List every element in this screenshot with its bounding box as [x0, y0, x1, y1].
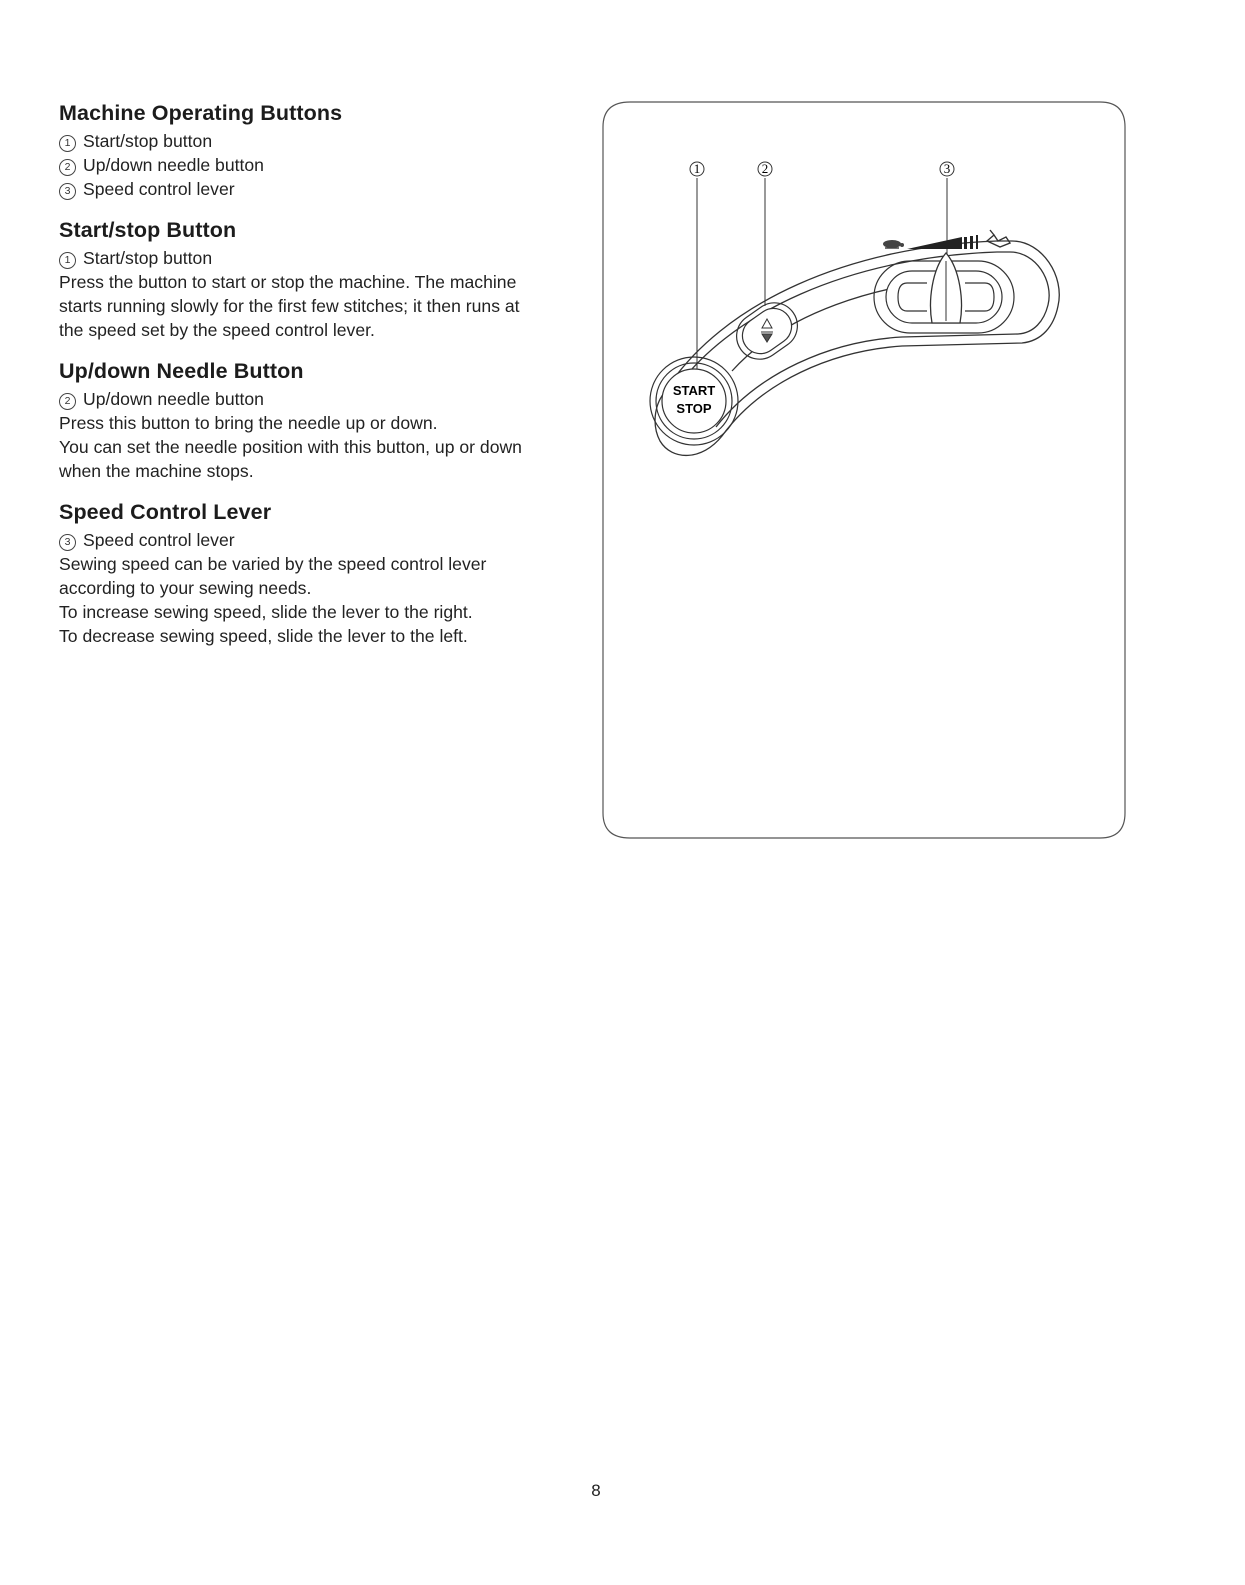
turtle-icon — [883, 240, 904, 248]
section-heading: Machine Operating Buttons — [59, 101, 343, 125]
list-item — [59, 246, 594, 270]
line-text: Up/down needle button — [83, 155, 264, 175]
body-text: You can set the needle position with this button, up or down — [59, 437, 522, 457]
illustration-svg — [602, 101, 1128, 839]
operating-buttons-illustration — [602, 101, 1128, 839]
circled-number: 2 — [59, 159, 76, 176]
body-text: Press the button to start or stop the machine. The machine — [59, 272, 517, 292]
page-number: 8 — [591, 1481, 601, 1500]
body-text: To decrease sewing speed, slide the lever to the left. — [59, 626, 468, 646]
section-start-stop-button — [59, 217, 594, 342]
rabbit-icon — [987, 230, 1010, 247]
body-text: Sewing speed can be varied by the speed control lever — [59, 554, 487, 574]
section-speed-control-lever — [59, 499, 594, 648]
line-text: Up/down needle button — [83, 389, 264, 409]
figure-frame — [603, 102, 1125, 838]
callout-2: 2 — [761, 161, 769, 176]
circled-number: 3 — [59, 534, 76, 551]
body-text: the speed set by the speed control lever. — [59, 320, 375, 340]
speed-wedge — [907, 237, 962, 249]
line-text: Start/stop button — [83, 248, 213, 268]
body-text: according to your sewing needs. — [59, 578, 312, 598]
list-item — [59, 177, 594, 201]
circled-number: 1 — [59, 252, 76, 269]
speed-control-lever — [874, 253, 1014, 333]
circled-number: 3 — [59, 183, 76, 200]
body-text: To increase sewing speed, slide the lever to the right. — [59, 602, 473, 622]
start-stop-button — [650, 357, 738, 445]
start-label: START — [672, 383, 716, 398]
instructions-text — [59, 100, 594, 648]
body-text: Press this button to bring the needle up or down. — [59, 413, 438, 433]
list-item — [59, 387, 594, 411]
stop-label: STOP — [676, 401, 712, 416]
list-item — [59, 528, 594, 552]
callout-labels — [690, 161, 954, 176]
section-heading: Speed Control Lever — [59, 500, 272, 524]
section-heading: Start/stop Button — [59, 218, 237, 242]
section-machine-operating-buttons — [59, 100, 594, 201]
body-text: when the machine stops. — [59, 461, 254, 481]
list-item — [59, 153, 594, 177]
line-text: Speed control lever — [83, 179, 235, 199]
circled-number: 2 — [59, 393, 76, 410]
callout-1: 1 — [693, 161, 701, 176]
body-text: starts running slowly for the first few stitches; it then runs at — [59, 296, 520, 316]
line-text: Speed control lever — [83, 530, 235, 550]
section-up-down-needle-button — [59, 358, 594, 483]
list-item — [59, 129, 594, 153]
section-heading: Up/down Needle Button — [59, 359, 304, 383]
callout-3: 3 — [943, 161, 951, 176]
up-down-needle-button — [728, 294, 807, 368]
line-text: Start/stop button — [83, 131, 213, 151]
circled-number: 1 — [59, 135, 76, 152]
